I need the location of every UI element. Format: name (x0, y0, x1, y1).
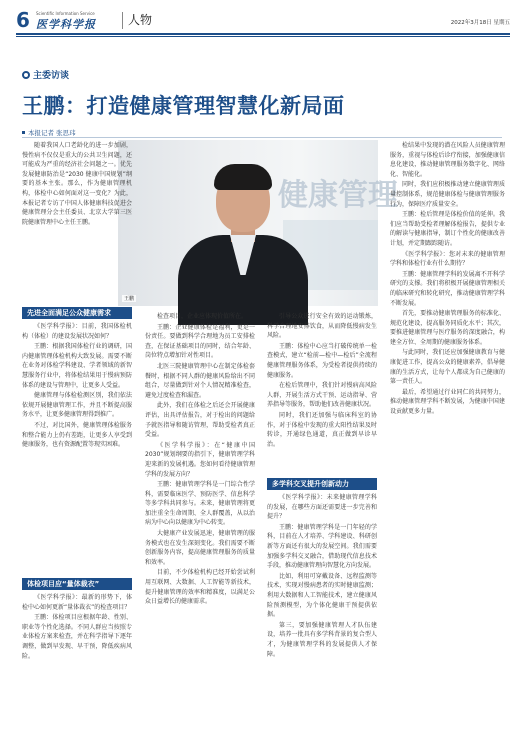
brand-english: Scientific Information Service (36, 11, 95, 16)
section-name: 人物 (128, 13, 153, 27)
paragraph: 《医学科学报》：您对未来的健康管理学科和体检行业有什么期待？ (390, 250, 505, 268)
subhead-public-needs: 先进全面满足公众健康需求 (22, 307, 132, 319)
paragraph: 首先，要推动健康管理服务的标准化、规范化建设，提高服务同质化水平；其次，要推进健康管理与医疗服务的深度融合，构建全方位、全周期的健康服务体系。 (390, 310, 505, 346)
column-4-body (390, 141, 505, 720)
page-number: 6 (16, 8, 30, 32)
paragraph: 健康管理与体检检测区别，我们依法依规开展健康管理工作，并且不断提高服务水平，让更多健康管理得到推广。 (22, 392, 132, 419)
paragraph: 王鹏：健康管理学科是一门年轻的学科，目前在人才培养、学科建设、科研创新等方面还有很大的发展空间。我们需要加强多学科交叉融合，借助现代信息技术手段，推动健康管理向智慧化方向发展。 (267, 523, 377, 570)
subhead-tailored-checkup: 体检项目应“量体裁衣” (22, 578, 132, 590)
paragraph: 引导公众进行安全有效的运动锻炼，科学合理地安排饮食，从而降低慢病发生风险。 (267, 313, 377, 340)
paragraph: 同时，我们应积极推动建立健康管理质量控制体系，规范健康体检与健康管理服务行为，保障医疗质量安全。 (390, 181, 505, 208)
column-3-top (267, 312, 377, 475)
page-header (16, 10, 510, 32)
issue-date: 2022年3月18日 星期五 (450, 20, 510, 26)
paragraph: 第三，要加强健康管理人才队伍建设，培养一批具有多学科背景的复合型人才，为健康管理学科的发展提供人才保障。 (267, 621, 377, 658)
column-tag-label: 主委访谈 (33, 71, 70, 81)
header-divider (122, 12, 123, 29)
paragraph: 王鹏：健康管理学科是一门综合性学科，需要临床医学、预防医学、信息科学等多学科共同参与。未来，健康管理将更加注重全生命周期、全人群覆盖，从以治病为中心向以健康为中心转变。 (145, 481, 255, 527)
paragraph: 北医三院健康管理中心在制定体检套餐时，根据不同人群的健康风险给出不同组合，尽量做到针对个人情况精准检查，避免过度检查和漏查。 (145, 362, 255, 399)
interview-icon (22, 71, 30, 79)
paragraph: 王鹏：检后管理是体检价值的延伸。我们应当帮助受检者理解体检报告，提供专业的解读与健康指导，制订个性化的健康改善计划，并定期跟踪随访。 (390, 211, 505, 247)
paragraph: 王鹏：企业健康体检是福利，更是一份责任。要做到科学合理地为员工安排检查，在保证基础项目的同时，结合年龄、岗位特点增加针对性项目。 (145, 323, 255, 360)
subhead-interdisciplinary: 多学科交叉提升创新动力 (267, 478, 377, 490)
portrait-photo (118, 140, 398, 306)
paragraph: 王鹏：体检项目应根据年龄、性别、职业等个性化选择。不同人群应当按照专业体检方案来检查，并在科学指导下逐年调整，做到早发现、早干预，降低疾病风险。 (22, 614, 132, 660)
paragraph: 目前，不少体检机构已经开始尝试利用互联网、大数据、人工智能等新技术，提升健康管理的效率和精准度，以满足公众日益增长的健康需求。 (145, 569, 255, 606)
column-1-body (22, 322, 132, 575)
paragraph: 检查项目，企业应体现价值所在。 (157, 313, 248, 320)
photo-banner-text: 健康管理 (278, 178, 398, 213)
header-rule-thin (16, 36, 510, 37)
paragraph: 最后，希望通过行业同仁的共同努力，推动健康管理学科不断发展，为健康中国建设贡献更多力量。 (390, 388, 505, 416)
article-title: 王鹏：打造健康管理智慧化新局面 (22, 94, 345, 118)
paragraph: 在检后管理中，我们针对慢病高风险人群，开展生活方式干预、运动指导、营养指导等服务，帮助他们改善健康状况。 (267, 382, 377, 409)
column-2-body (145, 312, 255, 720)
newspaper-logo (36, 11, 122, 31)
paragraph: 此外，我们在体检之后还会开展健康评估，出具评估报告，对于检出的问题给予就医指导和随访管理，帮助受检者真正受益。 (145, 402, 255, 439)
byline-divider (22, 137, 502, 138)
paragraph: 同时，我们还加强与临床科室的协作，对于体检中发现的重大阳性结果及时转诊，开通绿色通道，真正做到早诊早治。 (267, 411, 377, 448)
paragraph: 随着我国人口老龄化的进一步加剧，慢性病不仅仅是重大的公共卫生问题，还可能成为严重的经济社会问题之一。优先发展健康防治是“2030 健康中国规划”纲要的基本主张。那么，作为健康管理机构，体检中心如何面对这一变化？为此，本报记者专访了中国人体健康科技促进会健康管理分会主任委员、北京大学第三医院健康管理中心主任王鹏。 (22, 142, 132, 226)
column-tag (22, 68, 69, 81)
column-3-body (267, 493, 377, 720)
brand-chinese: 医学科学报 (36, 18, 96, 31)
header-rule (16, 33, 510, 35)
paragraph: 比如，利用可穿戴设备、远程监测等技术，实现对慢病患者的实时健康监测；利用大数据和人工智能技术，建立健康风险预测模型，为个体化健康干预提供依据。 (267, 572, 377, 619)
paragraph: 《医学科学报》：目前，我国体检机构（体检）的建设发展状况如何？ (22, 323, 132, 340)
paragraph: 大健康产业发展迅速，健康管理的服务模式也在发生深刻变化。我们需要不断创新服务内容，提高健康管理服务的质量和效率。 (145, 530, 255, 566)
paragraph: 《医学科学报》：未来健康管理学科的发展，在哪些方面还需要进一步完善和提升？ (267, 494, 377, 521)
person-hair (214, 164, 272, 190)
photo-caption: 王鹏 (124, 296, 135, 302)
paragraph: 与此同时，我们还应加强健康教育与健康促进工作，提高公众的健康素养，倡导健康的生活方式，让每个人都成为自己健康的第一责任人。 (390, 349, 505, 386)
paragraph: 不过，对比国外，健康管理体检服务和整合能力上仍有差距，让更多人享受到健康服务，也有资源配置等现实困难。 (22, 421, 132, 449)
paragraph: 检结果中发现的潜在风险人员健康管理服务，重视与体检后诊疗衔接，加强健康信息化建设，推动健康管理服务数字化、网络化、智能化。 (390, 142, 505, 178)
byline: 本报记者 张思玮 (22, 128, 76, 137)
paragraph: 《医学科学报》：最新的形势下，体检中心如何更新“量体裁衣”的检查项目？ (22, 594, 132, 611)
paragraph: 王鹏：根据我国体检行业的调研，国内健康管理体检机构大致发展。需要不断在业务对体检学科建设、学者领域的新智慧服务行业中，将体检结果用于慢病预防体系的建设与管理中，让更多人受益。 (22, 343, 132, 389)
paragraph: 《医学科学报》：在“健康中国 2030”规划纲要的指引下，健康管理学科迎来新的发展机遇。您如何看待健康管理学科的发展方向？ (145, 441, 255, 478)
paragraph: 王鹏：健康管理学科的发展离不开科学研究的支撑。我们将积极开展健康管理相关的临床研究和转化研究，推动健康管理学科不断发展。 (390, 270, 505, 307)
paragraph: 王鹏：体检中心应当打破传统单一检查模式，建立“检前—检中—检后”全流程健康管理服务体系，为受检者提供持续的健康服务。 (267, 342, 377, 379)
column-1-end (22, 593, 132, 720)
column-1-intro (22, 141, 132, 304)
